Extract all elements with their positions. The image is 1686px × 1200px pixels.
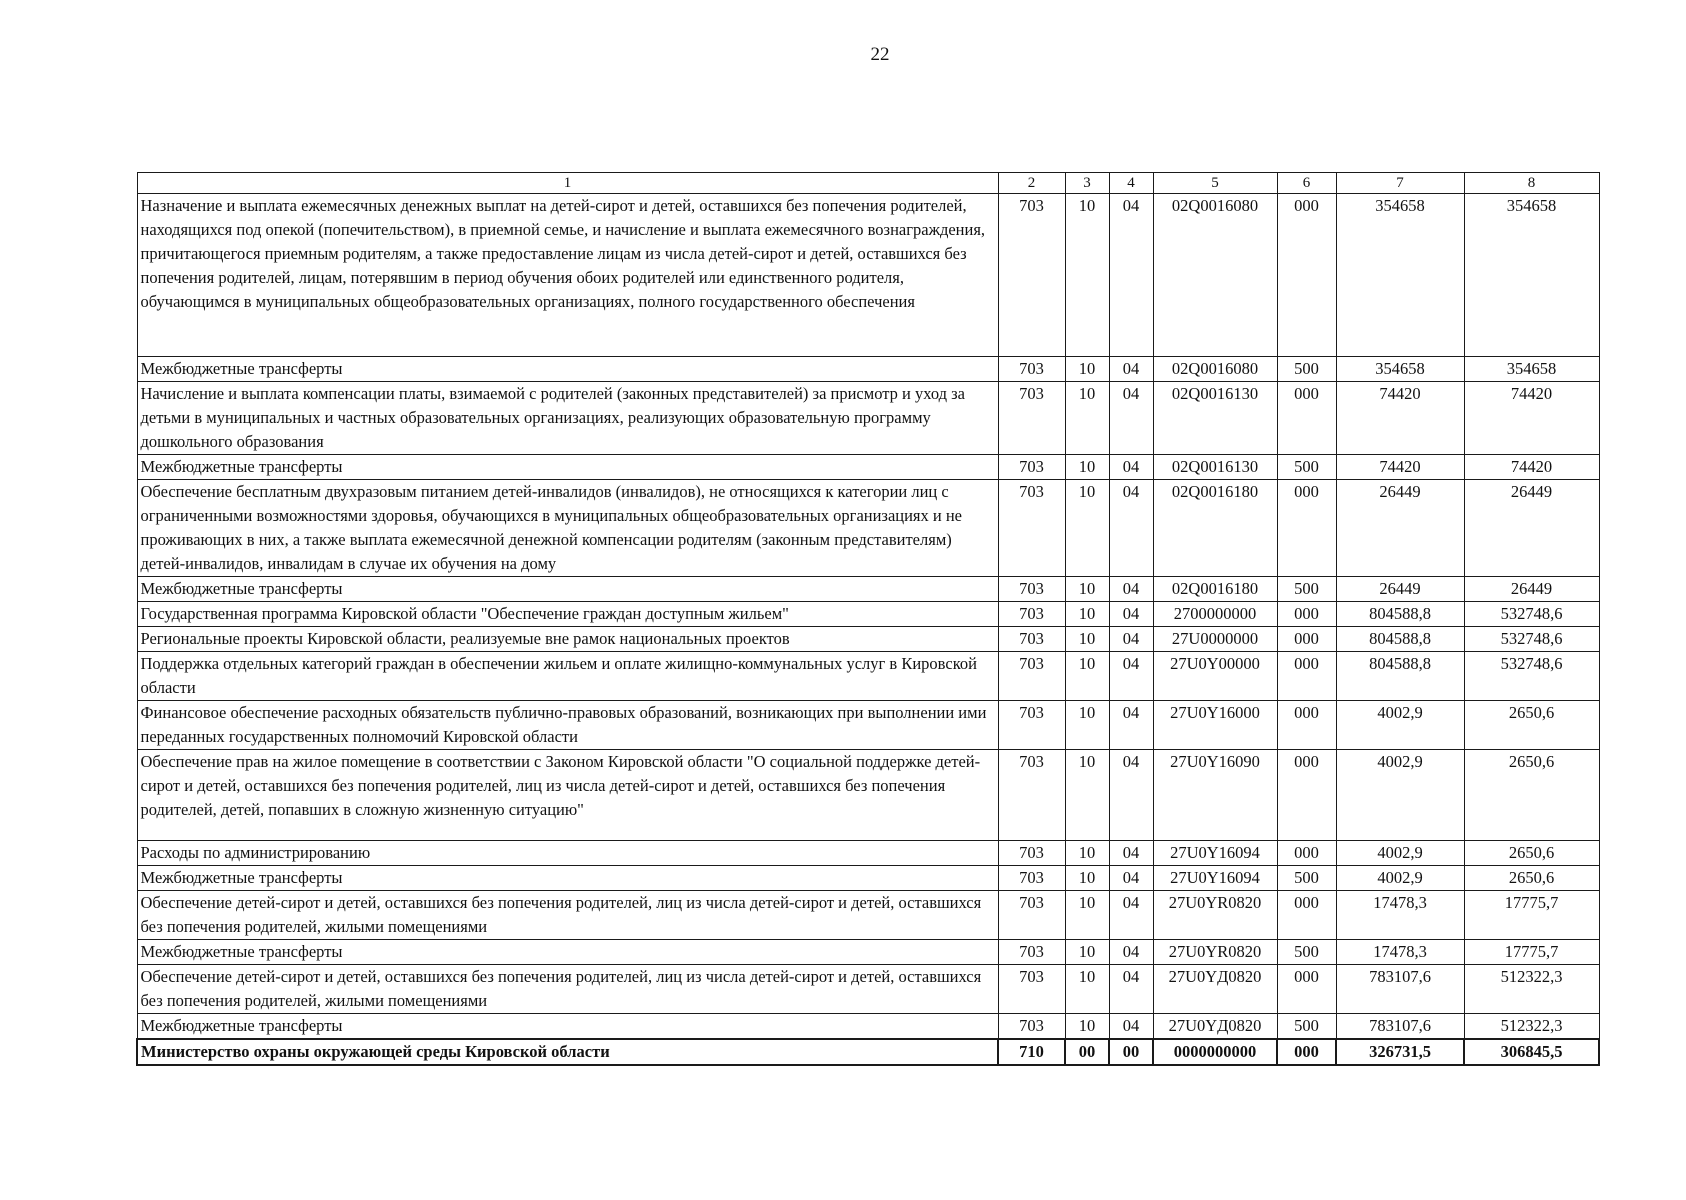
table-row	[137, 602, 1599, 627]
row-value-cell-c7: 74420	[1336, 455, 1464, 480]
row-value-cell-c2: 703	[998, 866, 1065, 891]
row-value-cell-c4: 04	[1109, 965, 1153, 1014]
row-value-cell-c3: 10	[1065, 841, 1109, 866]
row-value-cell-c6: 000	[1277, 1039, 1336, 1065]
row-value-cell-c4: 04	[1109, 627, 1153, 652]
row-value-cell-c4: 04	[1109, 1014, 1153, 1040]
row-value-cell-c7: 783107,6	[1336, 1014, 1464, 1040]
row-value-cell-c7: 74420	[1336, 382, 1464, 455]
row-value-cell-c4: 04	[1109, 194, 1153, 357]
row-value-cell-c4: 04	[1109, 652, 1153, 701]
table-row	[137, 866, 1599, 891]
row-value-cell-c6: 000	[1277, 891, 1336, 940]
header-row	[137, 173, 1599, 194]
table-row	[137, 382, 1599, 455]
row-value-cell-c7: 4002,9	[1336, 750, 1464, 841]
row-value-cell-c3: 10	[1065, 627, 1109, 652]
table-row	[137, 357, 1599, 382]
row-value-cell-c2: 703	[998, 577, 1065, 602]
row-value-cell-c6: 000	[1277, 382, 1336, 455]
row-value-cell-c2: 703	[998, 1014, 1065, 1040]
row-value-cell-c3: 10	[1065, 891, 1109, 940]
row-name-cell: Министерство охраны окружающей среды Кировской области	[137, 1039, 998, 1065]
row-value-cell-c8: 17775,7	[1464, 940, 1599, 965]
row-value-cell-c2: 703	[998, 480, 1065, 577]
row-name-cell: Межбюджетные трансферты	[137, 1014, 998, 1040]
row-value-cell-c4: 04	[1109, 891, 1153, 940]
row-value-cell-c8: 17775,7	[1464, 891, 1599, 940]
row-value-cell-c6: 000	[1277, 602, 1336, 627]
row-value-cell-c5: 27U0YR0820	[1153, 891, 1277, 940]
row-value-cell-c6: 000	[1277, 750, 1336, 841]
header-cell: 7	[1336, 173, 1464, 194]
row-value-cell-c7: 26449	[1336, 577, 1464, 602]
row-value-cell-c5: 27U0Y16094	[1153, 841, 1277, 866]
row-value-cell-c5: 02Q0016180	[1153, 480, 1277, 577]
row-value-cell-c5: 27U0YR0820	[1153, 940, 1277, 965]
row-value-cell-c2: 703	[998, 652, 1065, 701]
row-value-cell-c8: 512322,3	[1464, 965, 1599, 1014]
row-value-cell-c4: 04	[1109, 455, 1153, 480]
row-value-cell-c5: 02Q0016080	[1153, 357, 1277, 382]
budget-table	[136, 172, 1600, 1066]
row-value-cell-c5: 27U0YД0820	[1153, 1014, 1277, 1040]
row-value-cell-c7: 354658	[1336, 194, 1464, 357]
row-value-cell-c6: 000	[1277, 652, 1336, 701]
row-value-cell-c4: 04	[1109, 577, 1153, 602]
header-cell: 2	[998, 173, 1065, 194]
row-name-cell: Региональные проекты Кировской области, реализуемые вне рамок национальных проектов	[137, 627, 998, 652]
row-value-cell-c5: 27U0Y16094	[1153, 866, 1277, 891]
row-name-cell: Межбюджетные трансферты	[137, 940, 998, 965]
row-value-cell-c3: 10	[1065, 382, 1109, 455]
header-cell: 3	[1065, 173, 1109, 194]
row-value-cell-c6: 000	[1277, 965, 1336, 1014]
row-value-cell-c4: 00	[1109, 1039, 1153, 1065]
row-value-cell-c8: 2650,6	[1464, 841, 1599, 866]
row-value-cell-c7: 804588,8	[1336, 602, 1464, 627]
row-value-cell-c6: 000	[1277, 194, 1336, 357]
row-value-cell-c4: 04	[1109, 480, 1153, 577]
row-value-cell-c8: 532748,6	[1464, 627, 1599, 652]
row-value-cell-c4: 04	[1109, 602, 1153, 627]
row-value-cell-c5: 02Q0016180	[1153, 577, 1277, 602]
row-value-cell-c3: 10	[1065, 194, 1109, 357]
header-cell: 4	[1109, 173, 1153, 194]
header-cell: 8	[1464, 173, 1599, 194]
row-value-cell-c3: 10	[1065, 701, 1109, 750]
row-value-cell-c3: 10	[1065, 866, 1109, 891]
row-value-cell-c8: 532748,6	[1464, 602, 1599, 627]
row-value-cell-c8: 26449	[1464, 480, 1599, 577]
row-value-cell-c6: 000	[1277, 480, 1336, 577]
header-cell: 5	[1153, 173, 1277, 194]
row-value-cell-c2: 703	[998, 841, 1065, 866]
table-row	[137, 841, 1599, 866]
row-value-cell-c3: 10	[1065, 750, 1109, 841]
row-name-cell: Обеспечение детей-сирот и детей, оставшихся без попечения родителей, лиц из числа детей-сирот и детей, оставшихся без попечения родителей, жилыми помещениями	[137, 965, 998, 1014]
row-value-cell-c6: 500	[1277, 940, 1336, 965]
header-cell: 1	[137, 173, 998, 194]
table-row	[137, 455, 1599, 480]
row-name-cell: Начисление и выплата компенсации платы, взимаемой с родителей (законных представителей) за присмотр и уход за детьми в муниципальных и частных образовательных организациях, реализующих образовательную программу дошкольного образования	[137, 382, 998, 455]
row-value-cell-c6: 000	[1277, 701, 1336, 750]
row-value-cell-c5: 2700000000	[1153, 602, 1277, 627]
row-value-cell-c3: 10	[1065, 455, 1109, 480]
row-value-cell-c7: 804588,8	[1336, 627, 1464, 652]
row-value-cell-c5: 02Q0016130	[1153, 382, 1277, 455]
row-value-cell-c8: 2650,6	[1464, 866, 1599, 891]
row-value-cell-c8: 306845,5	[1464, 1039, 1599, 1065]
row-value-cell-c6: 000	[1277, 841, 1336, 866]
row-value-cell-c3: 10	[1065, 940, 1109, 965]
row-value-cell-c5: 02Q0016080	[1153, 194, 1277, 357]
table-row	[137, 750, 1599, 841]
row-value-cell-c2: 703	[998, 701, 1065, 750]
row-value-cell-c8: 74420	[1464, 455, 1599, 480]
row-value-cell-c8: 532748,6	[1464, 652, 1599, 701]
row-value-cell-c6: 500	[1277, 577, 1336, 602]
table-row	[137, 480, 1599, 577]
row-value-cell-c6: 500	[1277, 455, 1336, 480]
row-value-cell-c6: 000	[1277, 627, 1336, 652]
row-name-cell: Обеспечение бесплатным двухразовым питанием детей-инвалидов (инвалидов), не относящихся к категории лиц с ограниченными возможностями здоровья, обучающихся в муниципальных общеобразовательных организациях и не проживающих в них, а также выплата ежемесячной денежной компенсации родителям (законным представителям) детей-инвалидов, инвалидам в случае их обучения на дому	[137, 480, 998, 577]
row-name-cell: Расходы по администрированию	[137, 841, 998, 866]
row-value-cell-c3: 10	[1065, 577, 1109, 602]
row-name-cell: Межбюджетные трансферты	[137, 357, 998, 382]
row-value-cell-c3: 10	[1065, 602, 1109, 627]
row-name-cell: Межбюджетные трансферты	[137, 455, 998, 480]
row-value-cell-c2: 703	[998, 627, 1065, 652]
row-value-cell-c2: 703	[998, 357, 1065, 382]
row-value-cell-c8: 74420	[1464, 382, 1599, 455]
row-value-cell-c2: 710	[998, 1039, 1065, 1065]
table-row	[137, 627, 1599, 652]
row-value-cell-c4: 04	[1109, 866, 1153, 891]
row-value-cell-c5: 27U0YД0820	[1153, 965, 1277, 1014]
row-value-cell-c2: 703	[998, 940, 1065, 965]
row-value-cell-c4: 04	[1109, 701, 1153, 750]
table-row	[137, 701, 1599, 750]
row-value-cell-c4: 04	[1109, 750, 1153, 841]
row-name-cell: Назначение и выплата ежемесячных денежных выплат на детей-сирот и детей, оставшихся без попечения родителей, находящихся под опекой (попечительством), в приемной семье, и начисление и выплата ежемесячного вознаграждения, причитающегося приемным родителям, а также предоставление лицам из числа детей-сирот и детей, оставшихся без попечения родителей, лицам, потерявшим в период обучения обоих родителей или единственного родителя, обучающимся в муниципальных общеобразовательных организациях, полного государственного обеспечения	[137, 194, 998, 357]
row-value-cell-c7: 4002,9	[1336, 701, 1464, 750]
row-value-cell-c4: 04	[1109, 357, 1153, 382]
row-value-cell-c2: 703	[998, 750, 1065, 841]
table-row	[137, 940, 1599, 965]
row-value-cell-c2: 703	[998, 455, 1065, 480]
row-value-cell-c3: 00	[1065, 1039, 1109, 1065]
row-value-cell-c7: 26449	[1336, 480, 1464, 577]
row-name-cell: Обеспечение прав на жилое помещение в соответствии с Законом Кировской области "О социальной поддержке детей-сирот и детей, оставшихся без попечения родителей, лиц из числа детей-сирот и детей, оставшихся без попечения родителей, детей, попавших в сложную жизненную ситуацию"	[137, 750, 998, 841]
row-value-cell-c8: 354658	[1464, 194, 1599, 357]
table-row	[137, 1039, 1599, 1065]
table-row	[137, 891, 1599, 940]
row-value-cell-c6: 500	[1277, 866, 1336, 891]
row-name-cell: Финансовое обеспечение расходных обязательств публично-правовых образований, возникающих при выполнении ими переданных государственных полномочий Кировской области	[137, 701, 998, 750]
row-value-cell-c8: 354658	[1464, 357, 1599, 382]
row-value-cell-c8: 512322,3	[1464, 1014, 1599, 1040]
row-value-cell-c7: 4002,9	[1336, 866, 1464, 891]
row-value-cell-c3: 10	[1065, 480, 1109, 577]
row-name-cell: Межбюджетные трансферты	[137, 577, 998, 602]
row-value-cell-c2: 703	[998, 602, 1065, 627]
row-value-cell-c3: 10	[1065, 965, 1109, 1014]
row-value-cell-c4: 04	[1109, 940, 1153, 965]
row-value-cell-c7: 783107,6	[1336, 965, 1464, 1014]
row-value-cell-c7: 17478,3	[1336, 940, 1464, 965]
table-row	[137, 577, 1599, 602]
row-value-cell-c7: 326731,5	[1336, 1039, 1464, 1065]
row-value-cell-c7: 804588,8	[1336, 652, 1464, 701]
row-name-cell: Обеспечение детей-сирот и детей, оставшихся без попечения родителей, лиц из числа детей-сирот и детей, оставшихся без попечения родителей, жилыми помещениями	[137, 891, 998, 940]
row-value-cell-c8: 2650,6	[1464, 750, 1599, 841]
row-value-cell-c6: 500	[1277, 1014, 1336, 1040]
row-value-cell-c3: 10	[1065, 1014, 1109, 1040]
table-row	[137, 1014, 1599, 1040]
row-value-cell-c4: 04	[1109, 382, 1153, 455]
row-value-cell-c3: 10	[1065, 357, 1109, 382]
row-value-cell-c7: 4002,9	[1336, 841, 1464, 866]
row-value-cell-c8: 2650,6	[1464, 701, 1599, 750]
row-value-cell-c4: 04	[1109, 841, 1153, 866]
table-row	[137, 965, 1599, 1014]
table-row	[137, 194, 1599, 357]
row-value-cell-c5: 02Q0016130	[1153, 455, 1277, 480]
row-value-cell-c7: 354658	[1336, 357, 1464, 382]
row-name-cell: Государственная программа Кировской области "Обеспечение граждан доступным жильем"	[137, 602, 998, 627]
row-value-cell-c5: 27U0Y16090	[1153, 750, 1277, 841]
row-value-cell-c2: 703	[998, 891, 1065, 940]
header-cell: 6	[1277, 173, 1336, 194]
row-value-cell-c5: 0000000000	[1153, 1039, 1277, 1065]
row-value-cell-c7: 17478,3	[1336, 891, 1464, 940]
page-number: 22	[870, 44, 890, 65]
row-value-cell-c2: 703	[998, 965, 1065, 1014]
row-value-cell-c2: 703	[998, 194, 1065, 357]
row-value-cell-c6: 500	[1277, 357, 1336, 382]
row-value-cell-c5: 27U0Y00000	[1153, 652, 1277, 701]
row-name-cell: Поддержка отдельных категорий граждан в обеспечении жильем и оплате жилищно-коммунальных услуг в Кировской области	[137, 652, 998, 701]
table-row	[137, 652, 1599, 701]
row-value-cell-c5: 27U0000000	[1153, 627, 1277, 652]
row-value-cell-c5: 27U0Y16000	[1153, 701, 1277, 750]
row-value-cell-c2: 703	[998, 382, 1065, 455]
row-value-cell-c8: 26449	[1464, 577, 1599, 602]
row-name-cell: Межбюджетные трансферты	[137, 866, 998, 891]
row-value-cell-c3: 10	[1065, 652, 1109, 701]
